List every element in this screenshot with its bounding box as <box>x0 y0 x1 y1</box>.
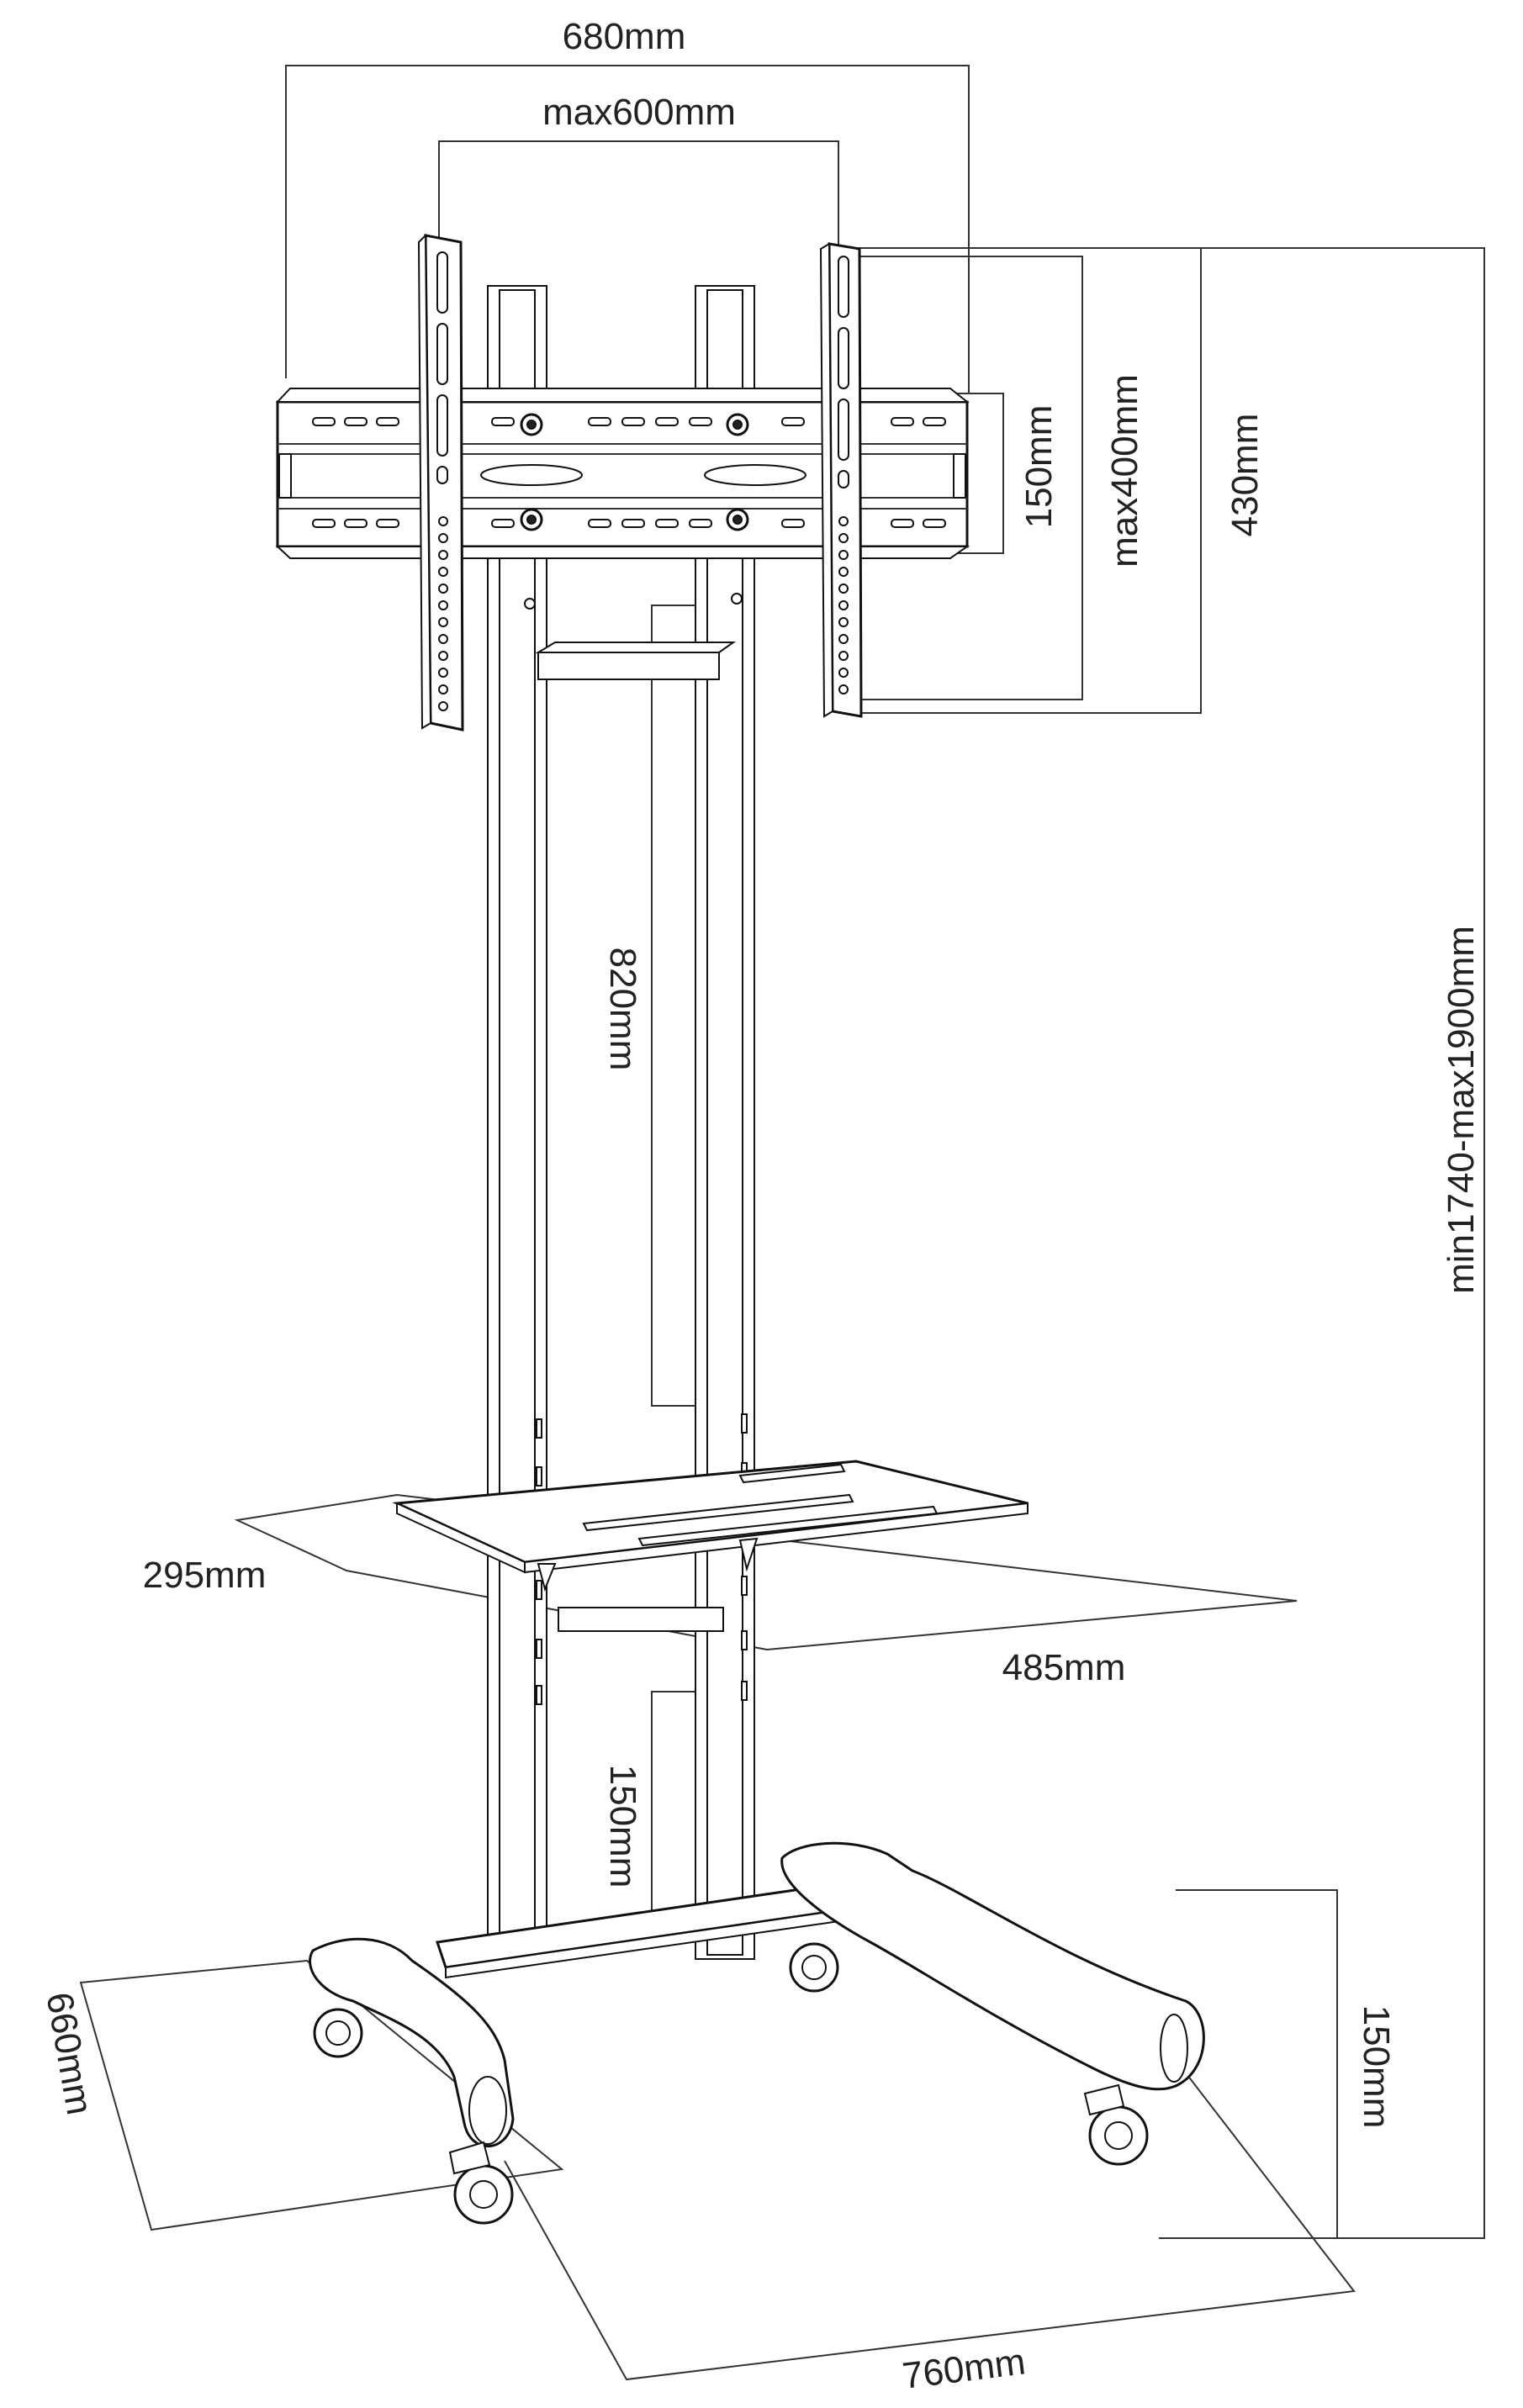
dimension-labels <box>38 16 1482 2397</box>
label-vesa-pitch: 150mm <box>1018 404 1060 529</box>
label-total-height: min1740-max1900mm <box>1441 926 1482 1294</box>
label-column-height: 820mm <box>602 947 643 1071</box>
dim-line-base-height <box>1176 1890 1337 2238</box>
label-base-height: 150mm <box>1356 2004 1397 2129</box>
mount-arm-right <box>821 244 861 716</box>
label-base-width: 760mm <box>900 2341 1029 2397</box>
label-shelf-width: 485mm <box>1002 1647 1126 1688</box>
label-shelf-adjust: 150mm <box>602 1764 643 1888</box>
label-overall-width: 680mm <box>562 16 686 57</box>
label-vesa-width: max600mm <box>542 92 736 133</box>
label-bracket-height: 430mm <box>1224 413 1266 537</box>
vesa-plate <box>278 388 967 558</box>
label-base-depth: 660mm <box>38 1988 101 2118</box>
base-leg-right <box>782 1843 1204 2089</box>
label-shelf-depth: 295mm <box>142 1555 267 1596</box>
mount-arm-left <box>419 235 463 730</box>
label-vesa-height: max400mm <box>1104 374 1145 568</box>
dim-line-base-width <box>505 2060 1354 2379</box>
